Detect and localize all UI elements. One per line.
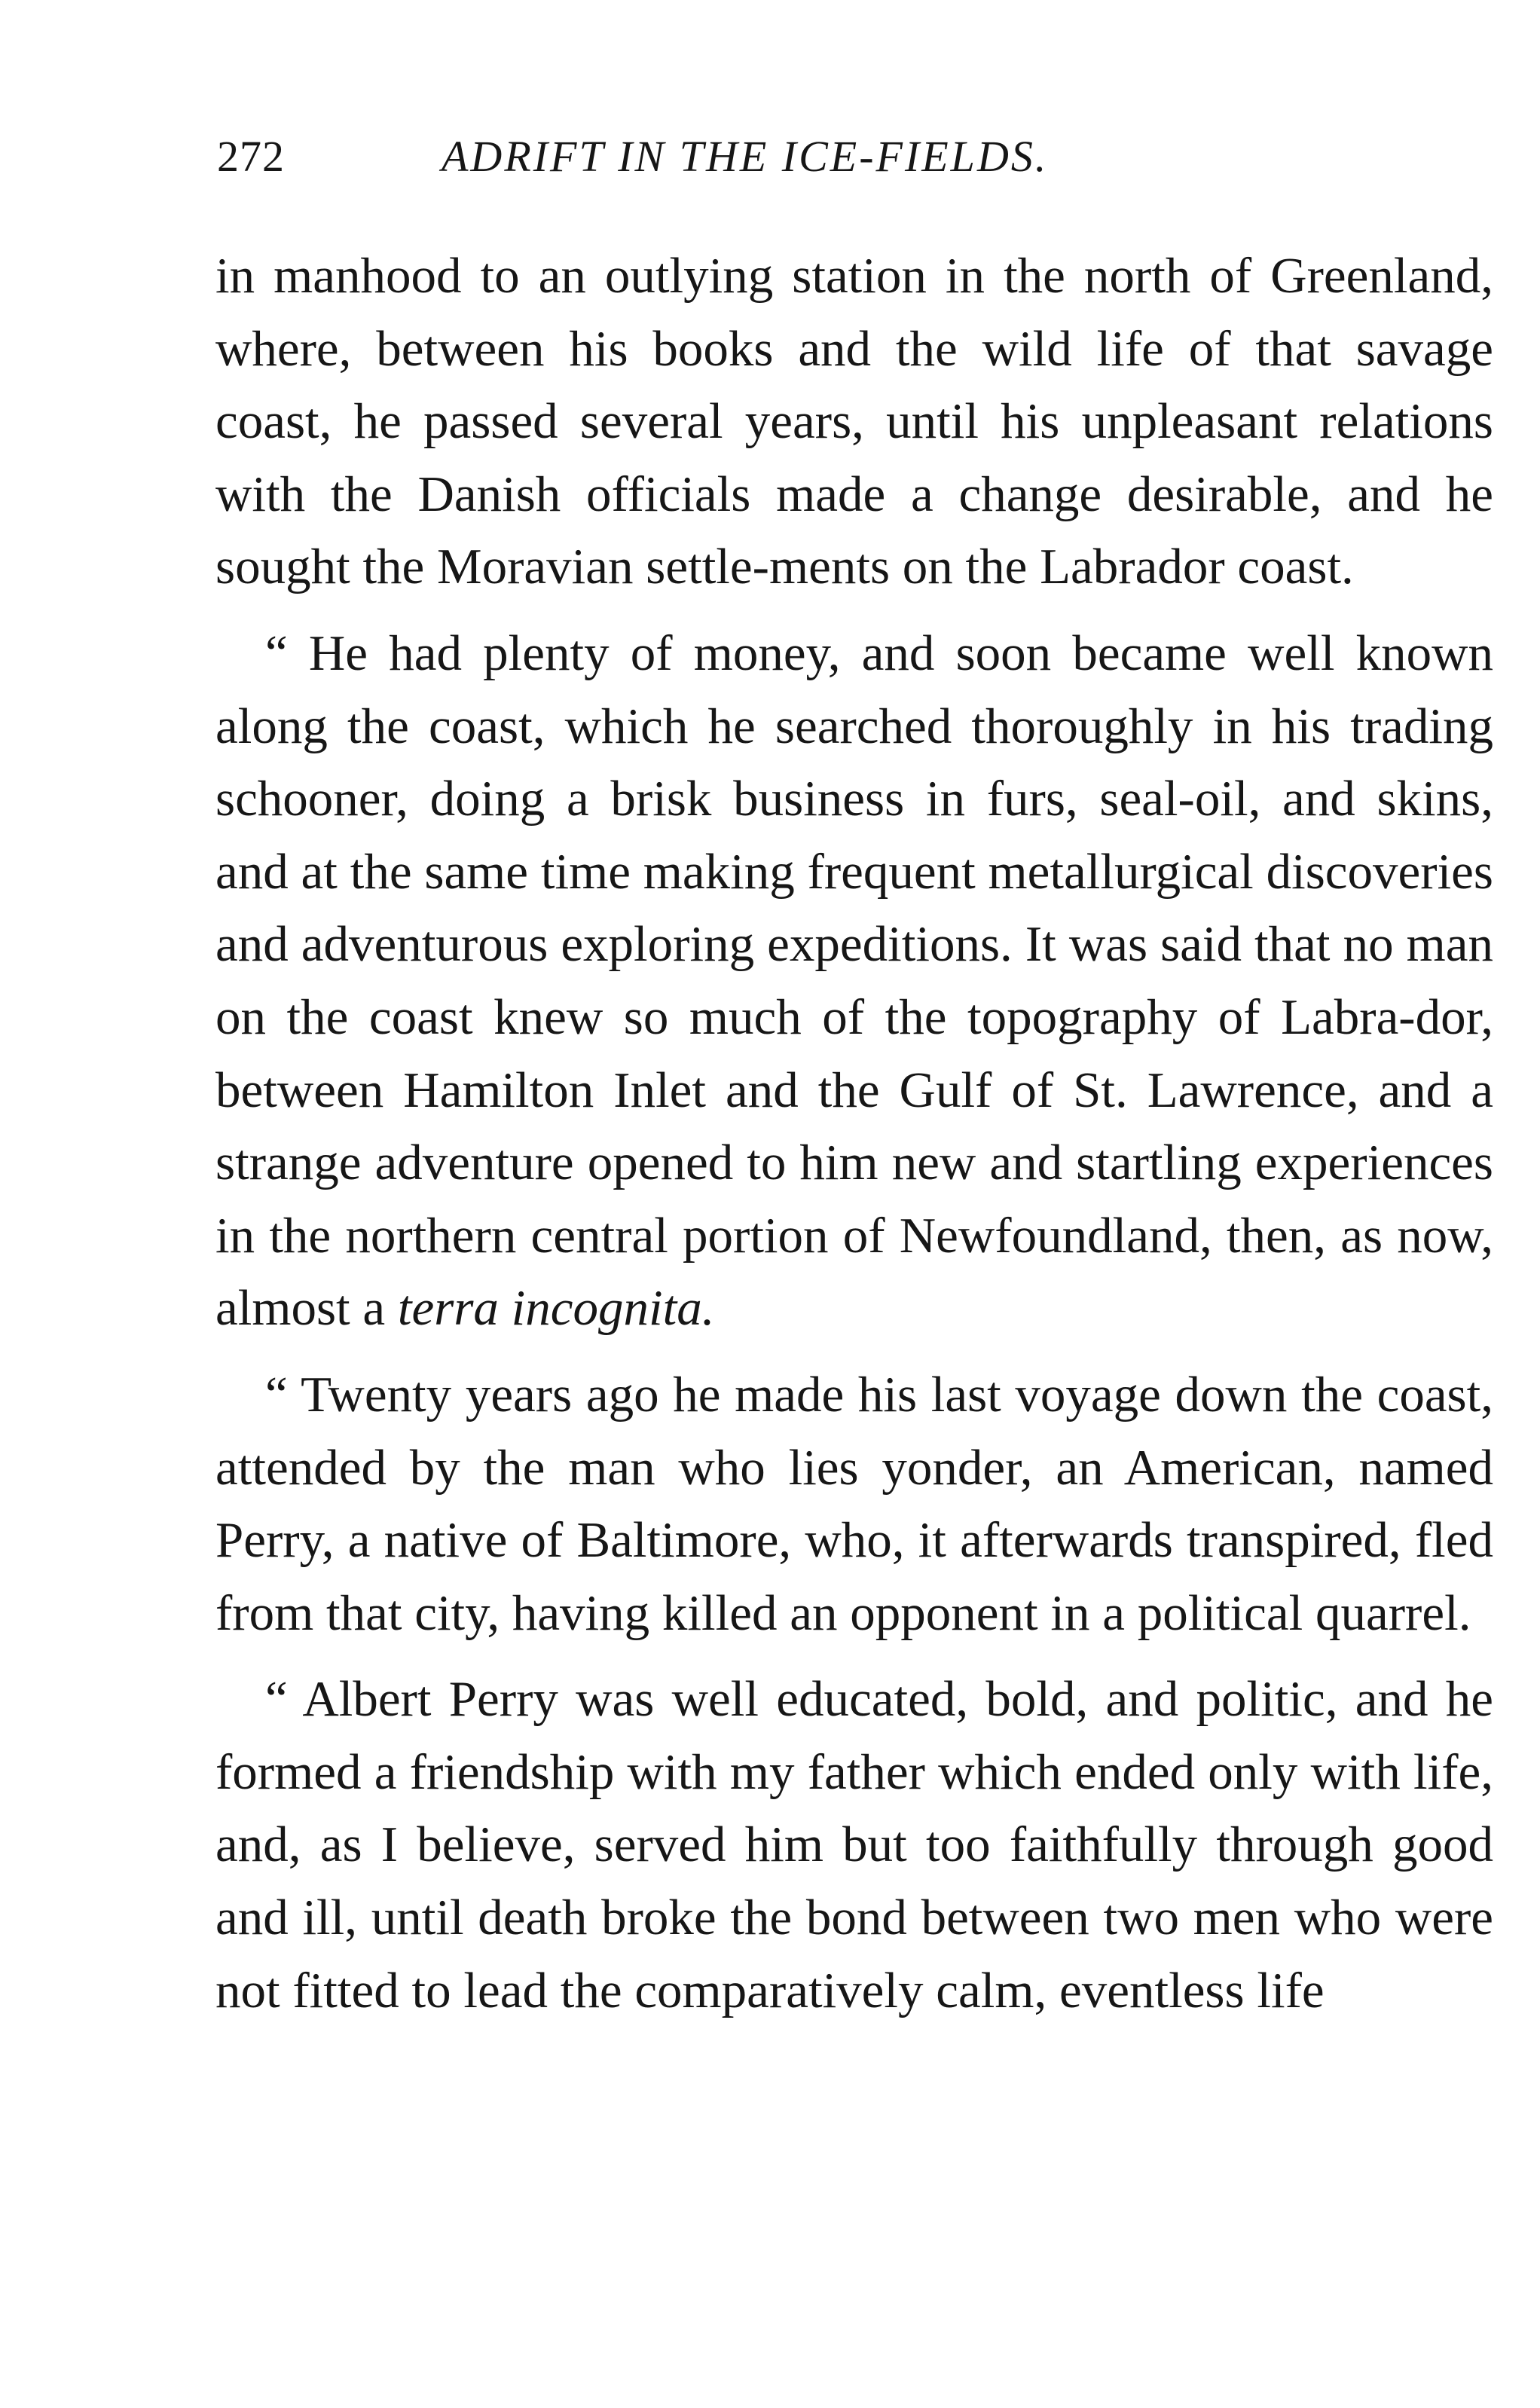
paragraph-1-text: in manhood to an outlying station in the north of Greenland, where, between his books and the wild life of that savage coast, he passed several years, until his unpleasant relations with the Danish officials made a change desirable, and he sought the Moravian settle-ments on the Labrador coast. [215,248,1493,595]
paragraph-4 [215,1663,1493,2027]
paragraph-3 [215,1358,1493,1649]
running-title: ADRIFT IN THE ICE-FIELDS. [442,132,1049,181]
paragraph-2-italic-tail: terra incognita. [397,1280,715,1337]
running-head [217,127,1498,187]
paragraph-4-text: “ Albert Perry was well educated, bold, and politic, and he formed a friendship with my father which ended only with life, and, as I believe, served him but too faithfully through good and ill, until death broke the bond between two men who were not fitted to lead the comparatively calm, eventless life [215,1671,1493,2018]
paragraph-3-text: “ Twenty years ago he made his last voyage down the coast, attended by the man who lies yonder, an American, named Perry, a native of Baltimore, who, it afterwards transpired, fled from that city, having killed an opponent in a political quarrel. [215,1366,1493,1641]
paragraph-1 [215,240,1493,604]
paragraph-2-text: “ He had plenty of money, and soon became well known along the coast, which he searched thoroughly in his trading schooner, doing a brisk business in furs, seal-oil, and skins, and at the same time making frequent metallurgical discoveries and adventurous exploring expeditions. It was said that no man on the coast knew so much of the topography of Labra-dor, between Hamilton Inlet and the Gulf of St. Lawrence, and a strange adventure opened to him new and startling experiences in the northern central portion of Newfoundland, then, as now, almost a [215,625,1493,1337]
paragraph-2 [215,617,1493,1345]
body-text [215,240,1493,2027]
page-number: 272 [217,132,285,181]
